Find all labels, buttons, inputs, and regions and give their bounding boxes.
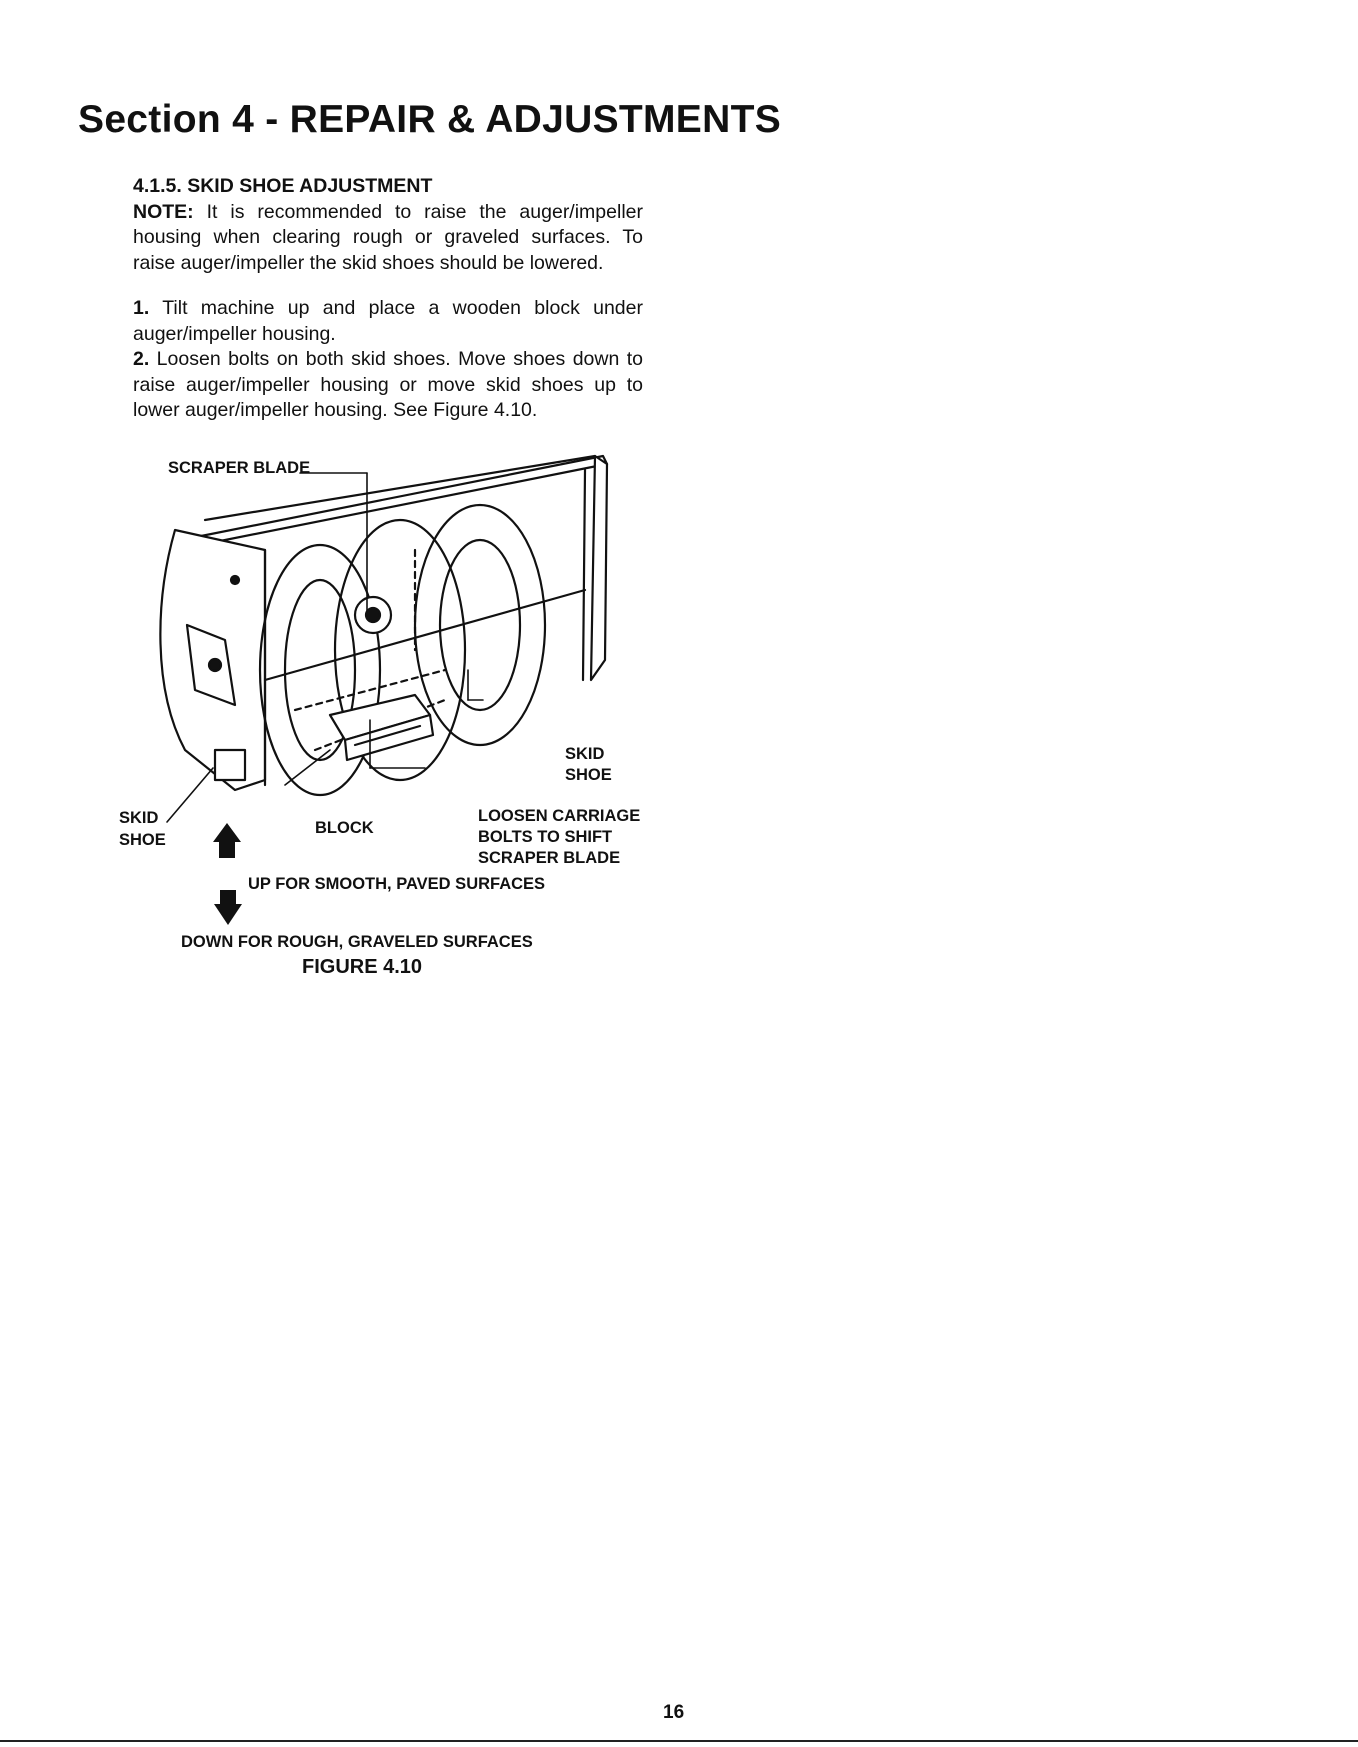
note-text: It is recommended to raise the auger/impeller housing when clearing rough or graveled surfaces. To raise auger/impeller the skid shoes should be lowered. — [133, 200, 643, 274]
label-block: BLOCK — [315, 819, 374, 837]
note-label: NOTE: — [133, 200, 194, 223]
body-text — [133, 174, 643, 424]
section-title: Section 4 - REPAIR & ADJUSTMENTS — [78, 98, 782, 141]
subsection-heading: 4.1.5. SKID SHOE ADJUSTMENT — [133, 175, 433, 197]
figure-4-10 — [115, 450, 675, 980]
step-2-number: 2. — [133, 348, 150, 370]
up-arrow-icon — [213, 823, 241, 858]
auger-housing-illustration — [115, 450, 675, 980]
figure-caption: FIGURE 4.10 — [302, 956, 423, 978]
label-down-rough: DOWN FOR ROUGH, GRAVELED SURFACES — [181, 933, 533, 951]
step-2 — [133, 347, 643, 424]
label-skid-shoe-left-line2: SHOE — [119, 831, 166, 849]
label-up-smooth: UP FOR SMOOTH, PAVED SURFACES — [248, 875, 546, 893]
label-skid-shoe-right-line2: SHOE — [565, 766, 612, 784]
label-loosen-line1: LOOSEN CARRIAGE — [478, 807, 641, 825]
label-skid-shoe-right-line1: SKID — [565, 745, 605, 763]
step-1-number: 1. — [133, 297, 150, 319]
down-arrow-icon — [214, 890, 242, 925]
page-bottom-rule — [0, 1740, 1358, 1742]
label-loosen-line2: BOLTS TO SHIFT — [478, 828, 613, 846]
label-scraper-blade: SCRAPER BLADE — [168, 459, 311, 477]
step-1 — [133, 296, 643, 347]
step-1-text: Tilt machine up and place a wooden block under auger/impeller housing. — [133, 297, 643, 345]
note-paragraph — [133, 200, 643, 277]
label-loosen-line3: SCRAPER BLADE — [478, 849, 621, 867]
step-2-text: Loosen bolts on both skid shoes. Move shoes down to raise auger/impeller housing or move skid shoes up to lower auger/impeller housing. See Figure 4.10. — [133, 348, 643, 421]
page-number: 16 — [663, 1702, 685, 1723]
label-skid-shoe-left-line1: SKID — [119, 809, 159, 827]
